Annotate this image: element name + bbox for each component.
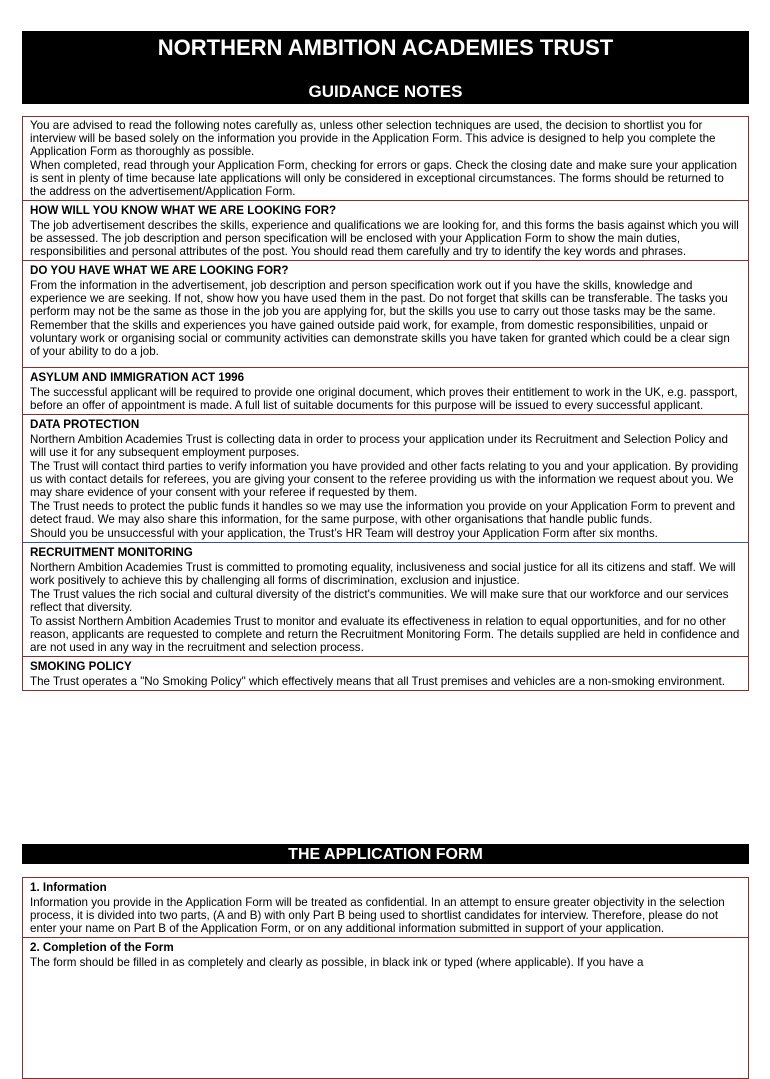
application-form-box [22,877,749,1079]
section-paragraph: To assist Northern Ambition Academies Trust to monitor and evaluate its effectiveness in relation to equal opportunities, and for no other reason, applicants are requested to complete and return the Recruitment Monitoring Form. The details supplied are held in confidence and are not used in any way in the recruitment and selection process. [30,615,740,654]
section-paragraph: The Trust operates a "No Smoking Policy" which effectively means that all Trust premises and vehicles are a non-smoking environment. [30,675,725,688]
section-paragraph: Should you be unsuccessful with your application, the Trust’s HR Team will destroy your Application Form after six months. [30,527,658,540]
guidance-notes-box [22,116,749,691]
section-heading: DO YOU HAVE WHAT WE ARE LOOKING FOR? [30,264,289,277]
section-smoking-policy [23,656,748,690]
section-paragraph: Remember that the skills and experiences you have gained outside paid work, for example, from domestic responsibilities, unpaid or voluntary work or organising social or community activities can demonstrate skills you have taken for granted which could be a clear sign of your ability to do a job. [30,319,730,358]
section-heading: SMOKING POLICY [30,660,132,673]
document-subtitle: GUIDANCE NOTES [308,82,463,101]
section-heading: 1. Information [30,881,107,894]
section-information [23,878,748,937]
section-asylum-immigration [23,367,748,414]
section-heading: RECRUITMENT MONITORING [30,546,193,559]
section-paragraph: The Trust needs to protect the public funds it handles so we may use the information you provide on your Application Form to prevent and detect fraud. We may also share this information, for the same purpose, with other organisations that handle public funds. [30,500,736,526]
section-paragraph: The form should be filled in as completely and clearly as possible, in black ink or typed (where applicable). If you have a [30,956,644,969]
header-banner [22,31,749,104]
section-paragraph: The Trust will contact third parties to verify information you have provided and other facts relating to you and your application. By providing us with contact details for referees, you are giving your consent to the referee providing us with the information we request about you. We may share evidence of your consent with your referee if requested by them. [30,460,739,499]
section-paragraph: The Trust values the rich social and cultural diversity of the district's communities. We will make sure that our workforce and our services reflect that diversity. [30,588,729,614]
section-heading: 2. Completion of the Form [30,941,174,954]
section-paragraph: Northern Ambition Academies Trust is collecting data in order to process your application under its Recruitment and Selection Policy and will use it for any subsequent employment purposes. [30,433,728,459]
application-form-bar: THE APPLICATION FORM [22,844,749,864]
section-heading: ASYLUM AND IMMIGRATION ACT 1996 [30,371,245,384]
section-heading: DATA PROTECTION [30,418,140,431]
section-paragraph: The successful applicant will be required to provide one original document, which proves their entitlement to work in the UK, e.g. passport, before an offer of appointment is made. A full list of suitable documents for this purpose will be issued to every successful applicant. [30,386,738,412]
section-heading: HOW WILL YOU KNOW WHAT WE ARE LOOKING FOR? [30,204,337,217]
section-have-what [23,260,748,367]
intro-section [23,117,748,200]
section-paragraph: Information you provide in the Application Form will be treated as confidential. In an attempt to ensure greater objectivity in the selection process, it is divided into two parts, (A and B) with only Part B being used to shortlist candidates for interview. Therefore, please do not enter your name on Part B of the Application Form, or on any additional information submitted in support of your application. [30,896,725,935]
section-looking-for [23,200,748,260]
intro-paragraph: You are advised to read the following notes carefully as, unless other selection techniques are used, the decision to shortlist you for interview will be based solely on the information you provide in the Application Form. This advice is designed to help you complete the Application Form as thoroughly as possible. [30,119,716,158]
intro-paragraph: When completed, read through your Application Form, checking for errors or gaps. Check the closing date and make sure your application is sent in plenty of time because late applications will only be considered in exceptional circumstances. The forms should be returned to the address on the advertisement/Application Form. [30,159,737,198]
section-paragraph: Northern Ambition Academies Trust is committed to promoting equality, inclusiveness and social justice for all its citizens and staff. We will work positively to achieve this by challenging all forms of discrimination, exclusion and injustice. [30,561,736,587]
section-completion [23,937,748,971]
document-title: NORTHERN AMBITION ACADEMIES TRUST [157,35,614,60]
section-paragraph: The job advertisement describes the skills, experience and qualifications we are looking for, and this forms the basis against which you will be assessed. The job description and person specification will be enclosed with your Application Form to show the main duties, responsibilities and personal attributes of the post. You should read them carefully and try to identify the key words and phrases. [30,219,739,258]
section-data-protection [23,414,748,542]
section-recruitment-monitoring [23,542,748,656]
section-paragraph: From the information in the advertisement, job description and person specification work out if you have the skills, knowledge and experience we are seeking. If not, show how you have used them in the past. Do not forget that skills can be transferable. The tasks you perform may not be the same as those in the job you are applying for, but the skills you use to carry out those tasks may be the same. [30,279,728,318]
